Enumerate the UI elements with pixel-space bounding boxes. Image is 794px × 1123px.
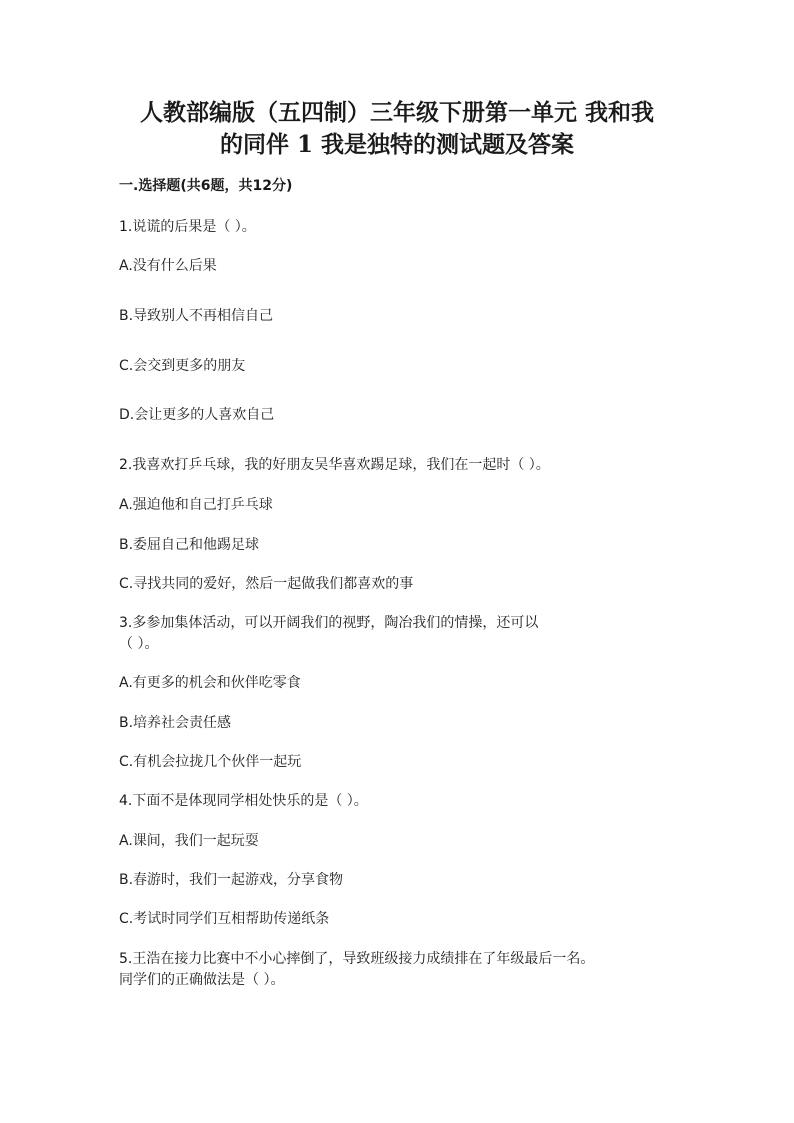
- question-3-stem-line-2: （ ）。: [119, 636, 159, 652]
- question-5-stem-line-2: 同学们的正确做法是（ ）。: [119, 972, 285, 988]
- question-3-stem-line-1: 3.多参加集体活动，可以开阔我们的视野，陶冶我们的情操，还可以: [119, 615, 539, 631]
- document-title-line-2: 的同伴 1 我是独特的测试题及答案: [219, 131, 575, 158]
- question-1-option-a: A.没有什么后果: [119, 258, 217, 274]
- question-4-stem: 4.下面不是体现同学相处快乐的是（ ）。: [119, 793, 368, 809]
- question-4-option-c: C.考试时同学们互相帮助传递纸条: [119, 911, 330, 927]
- section-heading: 一.选择题(共6题，共12分): [119, 178, 293, 194]
- question-4-option-a: A.课间，我们一起玩耍: [119, 833, 259, 849]
- question-1-option-d: D.会让更多的人喜欢自己: [119, 407, 275, 423]
- question-3-option-c: C.有机会拉拢几个伙伴一起玩: [119, 754, 302, 770]
- question-4-option-b: B.春游时，我们一起游戏，分享食物: [119, 872, 344, 888]
- question-2-option-b: B.委屈自己和他踢足球: [119, 537, 260, 553]
- question-2-option-a: A.强迫他和自己打乒乓球: [119, 497, 273, 513]
- question-2-stem: 2.我喜欢打乒乓球，我的好朋友吴华喜欢踢足球，我们在一起时（ ）。: [119, 457, 550, 473]
- question-1-option-b: B.导致别人不再相信自己: [119, 308, 274, 324]
- question-3-option-a: A.有更多的机会和伙伴吃零食: [119, 675, 301, 691]
- document-title-line-1: 人教部编版（五四制）三年级下册第一单元 我和我: [139, 99, 654, 126]
- question-5-stem-line-1: 5.王浩在接力比赛中不小心摔倒了，导致班级接力成绩排在了年级最后一名。: [119, 951, 595, 967]
- question-1-stem: 1.说谎的后果是（ ）。: [119, 219, 256, 235]
- question-2-option-c: C.寻找共同的爱好，然后一起做我们都喜欢的事: [119, 576, 414, 592]
- question-3-option-b: B.培养社会责任感: [119, 715, 232, 731]
- question-1-option-c: C.会交到更多的朋友: [119, 358, 246, 374]
